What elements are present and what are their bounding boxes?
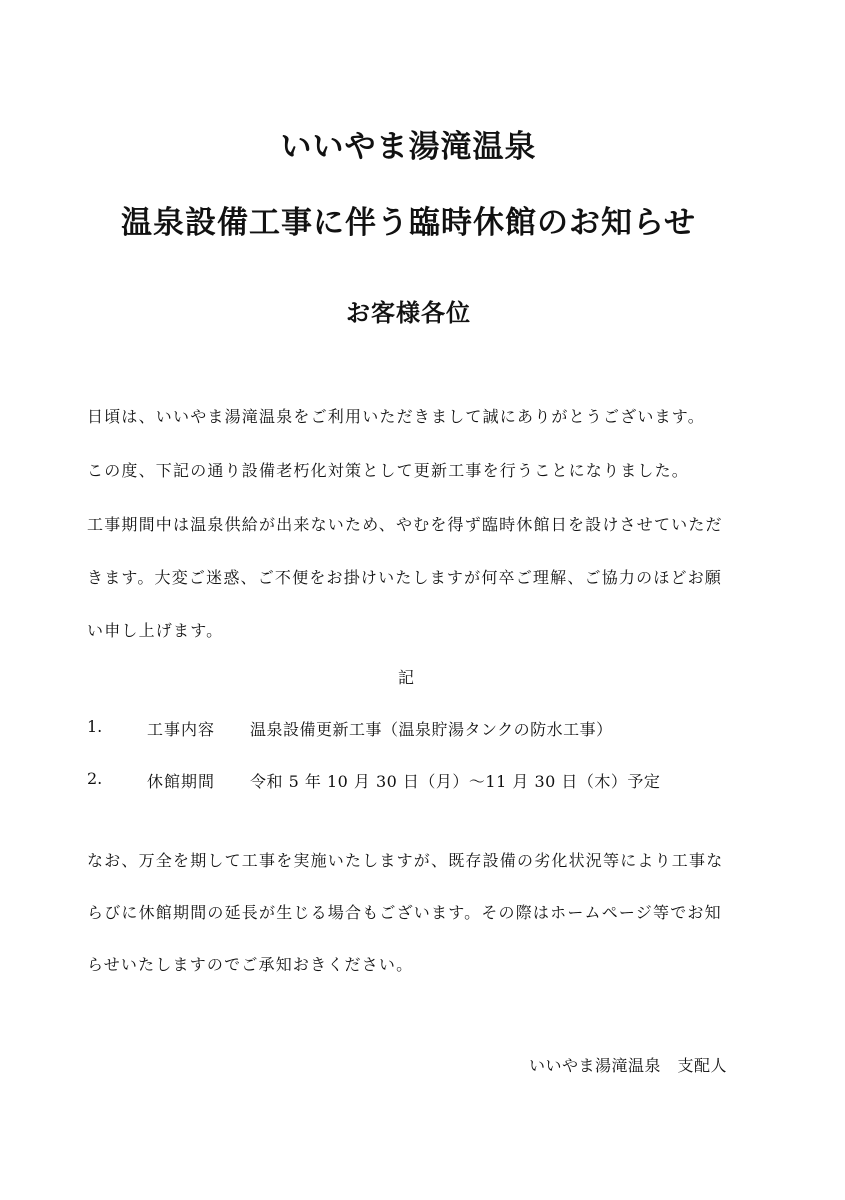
- item-value: 温泉設備更新工事（温泉貯湯タンクの防水工事）: [250, 720, 613, 739]
- signature: いいやま湯滝温泉 支配人: [528, 1056, 727, 1075]
- item-label: 工事内容: [147, 720, 216, 739]
- item-number: 1.: [87, 717, 103, 736]
- intro-line-5: い申し上げます。: [87, 621, 224, 640]
- notice-title: 温泉設備工事に伴う臨時休館のお知らせ: [120, 205, 697, 241]
- item-number: 2.: [87, 769, 103, 788]
- record-heading: 記: [398, 668, 415, 687]
- note-line-2: らびに休館期間の延長が生じる場合もございます。その際はホームページ等でお知: [87, 903, 722, 922]
- intro-line-3: 工事期間中は温泉供給が出来ないため、やむを得ず臨時休館日を設けさせていただ: [87, 515, 723, 534]
- intro-line-2: この度、下記の通り設備老朽化対策として更新工事を行うことになりました。: [87, 461, 690, 480]
- note-line-3: らせいたしますのでご承知おきください。: [87, 955, 414, 974]
- item-label: 休館期間: [147, 772, 216, 791]
- facility-name-heading: いいやま湯滝温泉: [280, 129, 537, 165]
- note-line-1: なお、万全を期して工事を実施いたしますが、既存設備の劣化状況等により工事な: [87, 851, 724, 870]
- item-value: 令和 5 年 10 月 30 日（月）～11 月 30 日（木）予定: [250, 772, 661, 791]
- salutation: お客様各位: [346, 298, 471, 327]
- intro-line-1: 日頃は、いいやま湯滝温泉をご利用いただきまして誠にありがとうございます。: [87, 407, 705, 426]
- intro-line-4: きます。大変ご迷惑、ご不便をお掛けいたしますが何卒ご理解、ご協力のほどお願: [87, 568, 723, 587]
